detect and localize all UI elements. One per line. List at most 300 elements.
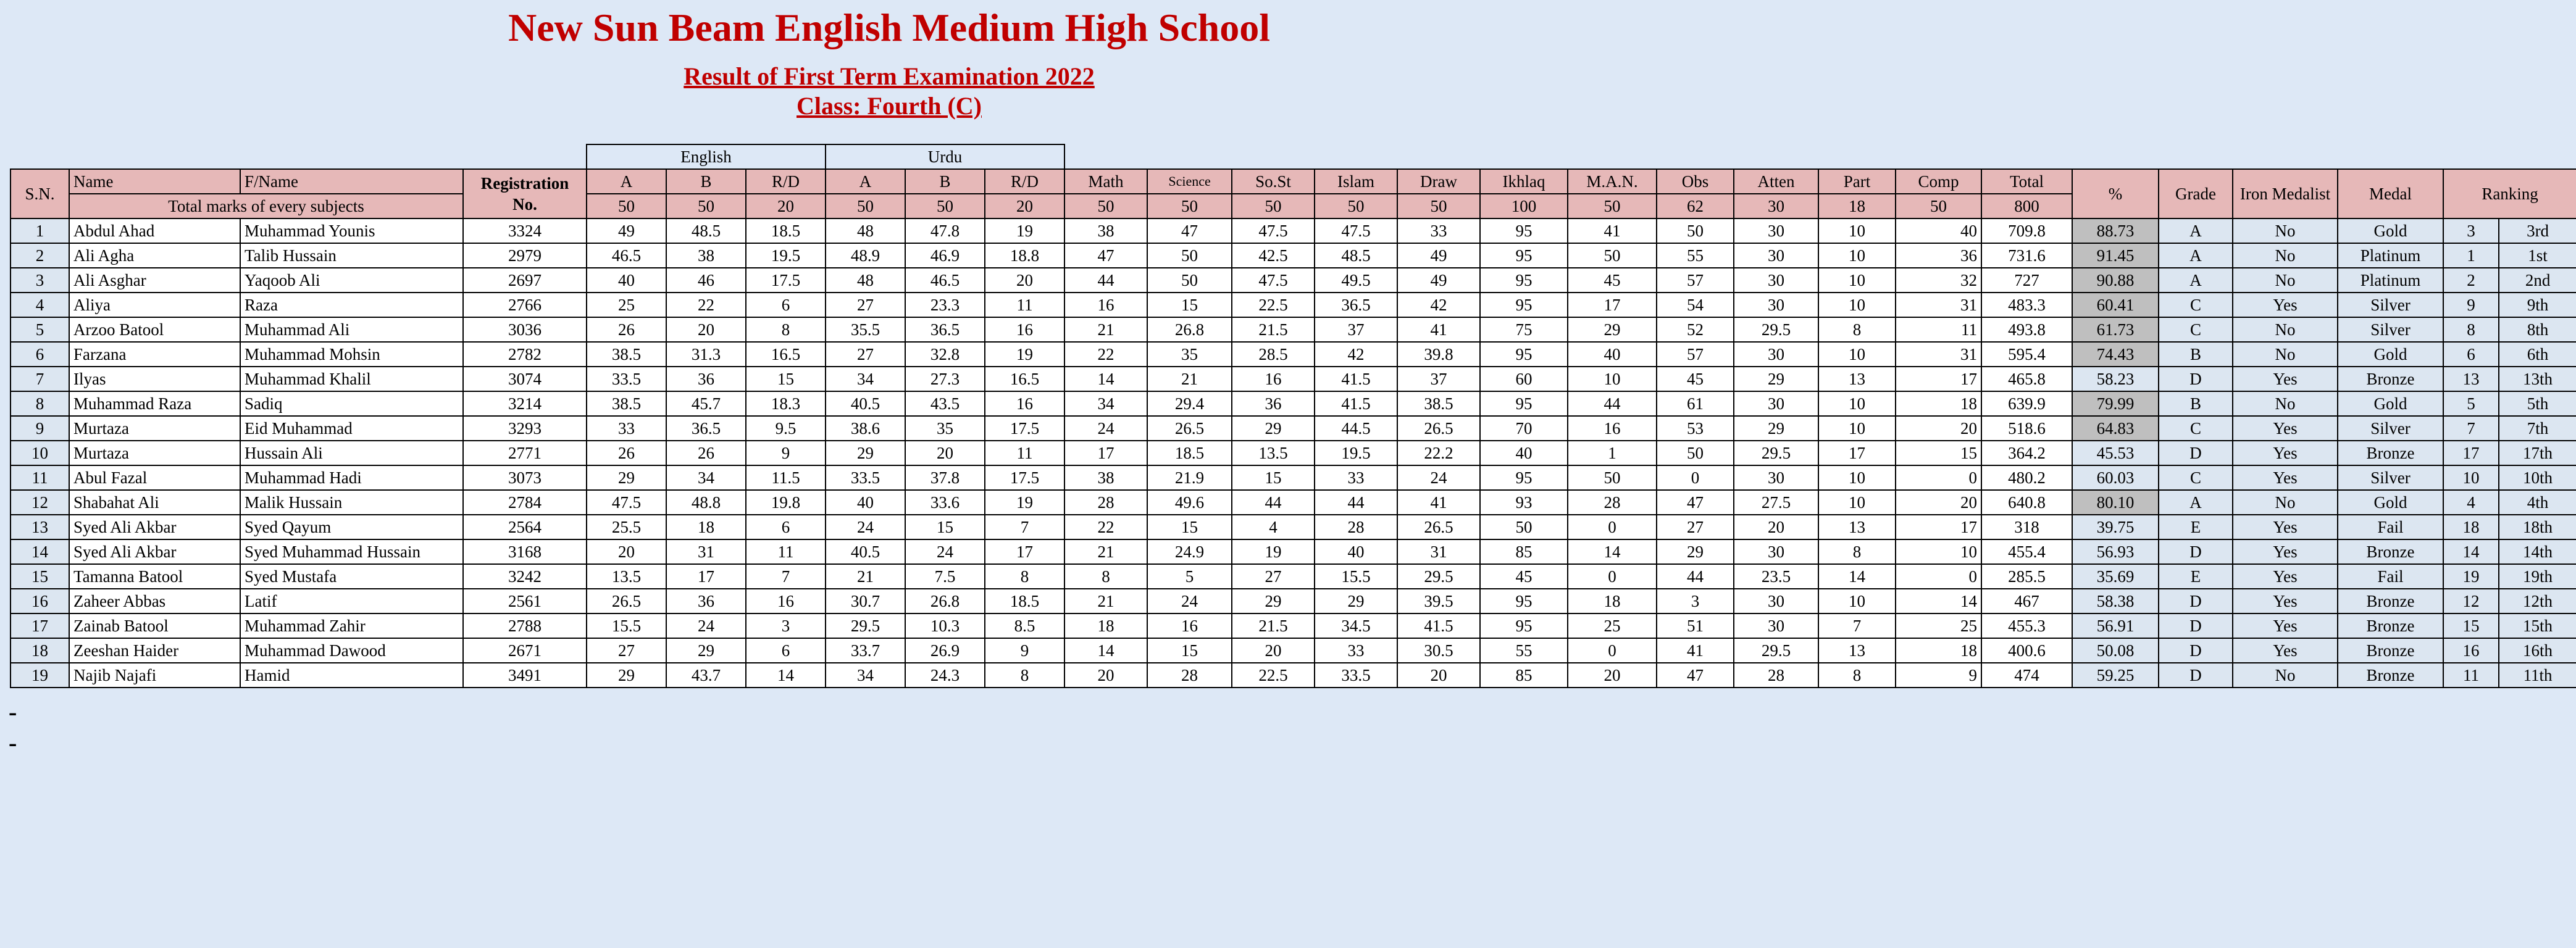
table-row <box>10 268 2576 293</box>
rank-position-cell: 3rd <box>2499 218 2576 243</box>
marks-cell: 25 <box>1896 613 1981 638</box>
footer-dash: - <box>9 729 17 757</box>
marks-cell: 38 <box>1064 218 1147 243</box>
rank-number-cell: 15 <box>2443 613 2499 638</box>
grade-cell: C <box>2159 416 2233 441</box>
marks-cell: 44 <box>1232 490 1315 515</box>
marks-cell: 40 <box>1568 342 1657 367</box>
marks-cell: 33.6 <box>905 490 985 515</box>
marks-cell: 5 <box>1147 564 1232 589</box>
marks-cell: 15 <box>1896 441 1981 465</box>
iron-medalist-cell: Yes <box>2233 367 2338 391</box>
marks-cell: 47.5 <box>587 490 666 515</box>
marks-cell: 18.5 <box>1147 441 1232 465</box>
marks-cell: 52 <box>1657 317 1734 342</box>
rank-position-cell: 5th <box>2499 391 2576 416</box>
table-row <box>10 416 2576 441</box>
percent-cell: 80.10 <box>2072 490 2159 515</box>
rank-number-cell: 8 <box>2443 317 2499 342</box>
marks-cell: 20 <box>1064 663 1147 688</box>
marks-cell: 10 <box>1818 465 1896 490</box>
father-name-cell: Muhammad Khalil <box>240 367 463 391</box>
marks-cell: 595.4 <box>1981 342 2072 367</box>
marks-cell: 30 <box>1734 268 1818 293</box>
marks-cell: 30.5 <box>1397 638 1480 663</box>
medal-cell: Gold <box>2338 342 2443 367</box>
marks-cell: 28 <box>1568 490 1657 515</box>
marks-cell: 45.7 <box>666 391 746 416</box>
percent-cell: 64.83 <box>2072 416 2159 441</box>
marks-cell: 29 <box>1232 589 1315 613</box>
marks-cell: 33.5 <box>826 465 905 490</box>
table-row <box>10 317 2576 342</box>
father-name-cell: Malik Hussain <box>240 490 463 515</box>
rank-position-cell: 17th <box>2499 441 2576 465</box>
serial-number-cell: 10 <box>10 441 69 465</box>
rank-position-cell: 14th <box>2499 539 2576 564</box>
medal-cell: Gold <box>2338 490 2443 515</box>
marks-cell: 38.5 <box>587 391 666 416</box>
marks-cell: 20 <box>1397 663 1480 688</box>
iron-medalist-cell: Yes <box>2233 613 2338 638</box>
marks-cell: 29 <box>1734 416 1818 441</box>
grade-header: Grade <box>2159 169 2233 218</box>
marks-cell: 640.8 <box>1981 490 2072 515</box>
marks-cell: 27.3 <box>905 367 985 391</box>
serial-number-cell: 1 <box>10 218 69 243</box>
medal-cell: Platinum <box>2338 268 2443 293</box>
marks-cell: 41.5 <box>1397 613 1480 638</box>
medal-cell: Gold <box>2338 218 2443 243</box>
sn-header: S.N. <box>10 169 69 218</box>
table-row <box>10 367 2576 391</box>
marks-cell: 46 <box>666 268 746 293</box>
table-row <box>10 441 2576 465</box>
grade-cell: A <box>2159 490 2233 515</box>
marks-cell: 36 <box>666 367 746 391</box>
marks-cell: 27 <box>826 293 905 317</box>
medal-cell: Silver <box>2338 416 2443 441</box>
table-row <box>10 218 2576 243</box>
marks-cell: 45 <box>1480 564 1568 589</box>
marks-cell: 7 <box>1818 613 1896 638</box>
rank-position-cell: 9th <box>2499 293 2576 317</box>
marks-cell: 30 <box>1734 342 1818 367</box>
marks-cell: 9 <box>746 441 826 465</box>
medal-cell: Silver <box>2338 465 2443 490</box>
marks-cell: 41.5 <box>1315 367 1397 391</box>
marks-cell: 22 <box>1064 515 1147 539</box>
percent-cell: 61.73 <box>2072 317 2159 342</box>
rank-number-cell: 11 <box>2443 663 2499 688</box>
marks-cell: 6 <box>746 293 826 317</box>
marks-cell: 27 <box>587 638 666 663</box>
marks-cell: 26.9 <box>905 638 985 663</box>
serial-number-cell: 12 <box>10 490 69 515</box>
total-marks-value: 800 <box>1981 194 2072 218</box>
marks-cell: 15 <box>1147 293 1232 317</box>
rank-position-cell: 7th <box>2499 416 2576 441</box>
marks-cell: 22.2 <box>1397 441 1480 465</box>
fname-header: F/Name <box>240 169 463 194</box>
serial-number-cell: 18 <box>10 638 69 663</box>
marks-cell: 50 <box>1480 515 1568 539</box>
marks-cell: 47.5 <box>1232 268 1315 293</box>
marks-cell: 17.5 <box>985 465 1064 490</box>
marks-cell: 27 <box>826 342 905 367</box>
serial-number-cell: 5 <box>10 317 69 342</box>
marks-cell: 30.7 <box>826 589 905 613</box>
school-title: New Sun Beam English Medium High School <box>508 6 1270 49</box>
marks-cell: 16 <box>746 589 826 613</box>
marks-cell: 20 <box>985 268 1064 293</box>
student-name-cell: Syed Ali Akbar <box>69 515 240 539</box>
total-marks-value: 100 <box>1480 194 1568 218</box>
marks-cell: 24 <box>1397 465 1480 490</box>
table-row <box>10 515 2576 539</box>
registration-cell: 3324 <box>463 218 587 243</box>
registration-cell: 3168 <box>463 539 587 564</box>
marks-cell: 41 <box>1397 490 1480 515</box>
marks-cell: 36 <box>1896 243 1981 268</box>
marks-cell: 21.9 <box>1147 465 1232 490</box>
registration-cell: 2561 <box>463 589 587 613</box>
marks-cell: 29 <box>1315 589 1397 613</box>
marks-cell: 18 <box>1568 589 1657 613</box>
subject-header: Science <box>1147 169 1232 194</box>
percent-cell: 50.08 <box>2072 638 2159 663</box>
grade-cell: C <box>2159 317 2233 342</box>
marks-cell: 455.4 <box>1981 539 2072 564</box>
marks-cell: 11 <box>746 539 826 564</box>
medal-cell: Gold <box>2338 391 2443 416</box>
marks-cell: 22.5 <box>1232 293 1315 317</box>
percent-cell: 60.41 <box>2072 293 2159 317</box>
marks-cell: 20 <box>905 441 985 465</box>
marks-cell: 493.8 <box>1981 317 2072 342</box>
marks-cell: 21.5 <box>1232 613 1315 638</box>
table-row <box>10 589 2576 613</box>
medal-cell: Fail <box>2338 564 2443 589</box>
marks-cell: 20 <box>1734 515 1818 539</box>
marks-cell: 50 <box>1657 441 1734 465</box>
father-name-cell: Talib Hussain <box>240 243 463 268</box>
marks-cell: 35 <box>1147 342 1232 367</box>
iron-medalist-cell: Yes <box>2233 293 2338 317</box>
iron-medalist-cell: No <box>2233 268 2338 293</box>
total-marks-value: 50 <box>1232 194 1315 218</box>
marks-cell: 29 <box>587 663 666 688</box>
group-header-row <box>10 144 2576 169</box>
marks-cell: 29.5 <box>1734 638 1818 663</box>
father-name-cell: Muhammad Zahir <box>240 613 463 638</box>
serial-number-cell: 9 <box>10 416 69 441</box>
marks-cell: 41.5 <box>1315 391 1397 416</box>
marks-cell: 518.6 <box>1981 416 2072 441</box>
rank-position-cell: 19th <box>2499 564 2576 589</box>
marks-cell: 27.5 <box>1734 490 1818 515</box>
result-table <box>10 144 2576 688</box>
marks-cell: 483.3 <box>1981 293 2072 317</box>
marks-cell: 40 <box>587 268 666 293</box>
marks-cell: 26.8 <box>905 589 985 613</box>
marks-cell: 6 <box>746 638 826 663</box>
iron-medalist-cell: No <box>2233 342 2338 367</box>
rank-number-cell: 16 <box>2443 638 2499 663</box>
marks-cell: 21 <box>1064 317 1147 342</box>
serial-number-cell: 4 <box>10 293 69 317</box>
marks-cell: 28 <box>1147 663 1232 688</box>
marks-cell: 29 <box>826 441 905 465</box>
marks-cell: 25 <box>587 293 666 317</box>
marks-cell: 26.5 <box>1147 416 1232 441</box>
marks-cell: 8.5 <box>985 613 1064 638</box>
marks-cell: 47.5 <box>1232 218 1315 243</box>
marks-cell: 21 <box>1147 367 1232 391</box>
marks-cell: 35.5 <box>826 317 905 342</box>
marks-cell: 33 <box>1315 465 1397 490</box>
marks-cell: 23.5 <box>1734 564 1818 589</box>
marks-cell: 24 <box>666 613 746 638</box>
marks-cell: 29.5 <box>1734 317 1818 342</box>
marks-cell: 15 <box>1147 515 1232 539</box>
column-header-row <box>10 169 2576 194</box>
marks-cell: 85 <box>1480 539 1568 564</box>
grade-cell: C <box>2159 465 2233 490</box>
father-name-cell: Hussain Ali <box>240 441 463 465</box>
marks-cell: 10 <box>1568 367 1657 391</box>
total-marks-value: 18 <box>1818 194 1896 218</box>
total-marks-value: 20 <box>746 194 826 218</box>
marks-cell: 50 <box>1568 465 1657 490</box>
percent-cell: 56.91 <box>2072 613 2159 638</box>
marks-cell: 11 <box>1896 317 1981 342</box>
marks-cell: 35 <box>905 416 985 441</box>
marks-cell: 95 <box>1480 268 1568 293</box>
table-row <box>10 465 2576 490</box>
rank-position-cell: 11th <box>2499 663 2576 688</box>
registration-cell: 3293 <box>463 416 587 441</box>
marks-cell: 42.5 <box>1232 243 1315 268</box>
marks-cell: 38.5 <box>1397 391 1480 416</box>
total-marks-value: 50 <box>666 194 746 218</box>
subject-header: Islam <box>1315 169 1397 194</box>
father-name-cell: Muhammad Hadi <box>240 465 463 490</box>
marks-cell: 31 <box>1896 342 1981 367</box>
marks-cell: 48 <box>826 268 905 293</box>
marks-cell: 285.5 <box>1981 564 2072 589</box>
marks-cell: 55 <box>1480 638 1568 663</box>
marks-cell: 6 <box>746 515 826 539</box>
marks-cell: 14 <box>1818 564 1896 589</box>
marks-cell: 36.5 <box>905 317 985 342</box>
marks-cell: 16.5 <box>985 367 1064 391</box>
marks-cell: 95 <box>1480 342 1568 367</box>
marks-cell: 19 <box>985 218 1064 243</box>
marks-cell: 16 <box>1147 613 1232 638</box>
marks-cell: 400.6 <box>1981 638 2072 663</box>
rank-number-cell: 1 <box>2443 243 2499 268</box>
ranking-header: Ranking <box>2443 169 2576 218</box>
marks-cell: 19 <box>1232 539 1315 564</box>
rank-number-cell: 6 <box>2443 342 2499 367</box>
grade-cell: E <box>2159 564 2233 589</box>
student-name-cell: Ali Agha <box>69 243 240 268</box>
marks-cell: 8 <box>1818 539 1896 564</box>
marks-cell: 8 <box>746 317 826 342</box>
marks-cell: 27 <box>1232 564 1315 589</box>
marks-cell: 43.5 <box>905 391 985 416</box>
percent-cell: 45.53 <box>2072 441 2159 465</box>
marks-cell: 37.8 <box>905 465 985 490</box>
registration-cell: 3491 <box>463 663 587 688</box>
marks-cell: 38 <box>1064 465 1147 490</box>
class-title: Class: Fourth (C) <box>797 92 982 120</box>
marks-cell: 9 <box>1896 663 1981 688</box>
marks-cell: 10 <box>1818 342 1896 367</box>
marks-cell: 30 <box>1734 539 1818 564</box>
marks-cell: 29.4 <box>1147 391 1232 416</box>
marks-cell: 7.5 <box>905 564 985 589</box>
rank-position-cell: 12th <box>2499 589 2576 613</box>
marks-cell: 639.9 <box>1981 391 2072 416</box>
marks-cell: 0 <box>1896 564 1981 589</box>
subject-header: R/D <box>985 169 1064 194</box>
marks-cell: 43.7 <box>666 663 746 688</box>
marks-cell: 20 <box>1896 490 1981 515</box>
medal-cell: Platinum <box>2338 243 2443 268</box>
percent-cell: 88.73 <box>2072 218 2159 243</box>
marks-cell: 8 <box>1818 317 1896 342</box>
marks-cell: 49 <box>1397 243 1480 268</box>
marks-cell: 29 <box>1568 317 1657 342</box>
marks-cell: 474 <box>1981 663 2072 688</box>
marks-cell: 11.5 <box>746 465 826 490</box>
marks-cell: 20 <box>1232 638 1315 663</box>
marks-cell: 50 <box>1568 243 1657 268</box>
marks-cell: 14 <box>1064 367 1147 391</box>
serial-number-cell: 2 <box>10 243 69 268</box>
marks-cell: 26 <box>587 441 666 465</box>
marks-cell: 25 <box>1568 613 1657 638</box>
marks-cell: 1 <box>1568 441 1657 465</box>
marks-cell: 14 <box>1568 539 1657 564</box>
marks-cell: 10 <box>1818 293 1896 317</box>
marks-cell: 38 <box>666 243 746 268</box>
marks-cell: 32.8 <box>905 342 985 367</box>
marks-cell: 11 <box>985 293 1064 317</box>
marks-cell: 13.5 <box>587 564 666 589</box>
rank-position-cell: 10th <box>2499 465 2576 490</box>
marks-cell: 15.5 <box>1315 564 1397 589</box>
marks-cell: 40 <box>1315 539 1397 564</box>
marks-cell: 29 <box>1232 416 1315 441</box>
registration-cell: 3073 <box>463 465 587 490</box>
iron-medalist-cell: No <box>2233 391 2338 416</box>
marks-cell: 40 <box>826 490 905 515</box>
iron-medalist-cell: Yes <box>2233 515 2338 539</box>
marks-cell: 10 <box>1818 490 1896 515</box>
table-row <box>10 243 2576 268</box>
marks-cell: 15 <box>1232 465 1315 490</box>
marks-cell: 28.5 <box>1232 342 1315 367</box>
father-name-cell: Raza <box>240 293 463 317</box>
marks-cell: 28 <box>1064 490 1147 515</box>
student-name-cell: Tamanna Batool <box>69 564 240 589</box>
marks-cell: 25.5 <box>587 515 666 539</box>
marks-cell: 24.3 <box>905 663 985 688</box>
medal-cell: Silver <box>2338 317 2443 342</box>
marks-cell: 29.5 <box>1397 564 1480 589</box>
marks-cell: 455.3 <box>1981 613 2072 638</box>
student-name-cell: Ilyas <box>69 367 240 391</box>
rank-number-cell: 19 <box>2443 564 2499 589</box>
father-name-cell: Muhammad Dawood <box>240 638 463 663</box>
subject-header: A <box>587 169 666 194</box>
marks-cell: 17 <box>1896 515 1981 539</box>
marks-cell: 51 <box>1657 613 1734 638</box>
marks-cell: 95 <box>1480 613 1568 638</box>
marks-cell: 8 <box>1064 564 1147 589</box>
marks-cell: 731.6 <box>1981 243 2072 268</box>
marks-cell: 46.9 <box>905 243 985 268</box>
grade-cell: D <box>2159 613 2233 638</box>
grade-cell: A <box>2159 218 2233 243</box>
total-marks-value: 20 <box>985 194 1064 218</box>
marks-cell: 364.2 <box>1981 441 2072 465</box>
grade-cell: B <box>2159 391 2233 416</box>
father-name-cell: Hamid <box>240 663 463 688</box>
rank-number-cell: 2 <box>2443 268 2499 293</box>
marks-cell: 41 <box>1397 317 1480 342</box>
subject-header: So.St <box>1232 169 1315 194</box>
marks-cell: 26 <box>666 441 746 465</box>
serial-number-cell: 7 <box>10 367 69 391</box>
marks-cell: 16 <box>985 391 1064 416</box>
marks-cell: 7 <box>985 515 1064 539</box>
marks-cell: 15 <box>746 367 826 391</box>
marks-cell: 21 <box>1064 539 1147 564</box>
rank-number-cell: 14 <box>2443 539 2499 564</box>
grade-cell: D <box>2159 539 2233 564</box>
marks-cell: 50 <box>1657 218 1734 243</box>
percent-cell: 35.69 <box>2072 564 2159 589</box>
marks-cell: 18 <box>1896 638 1981 663</box>
marks-cell: 22 <box>1064 342 1147 367</box>
marks-cell: 19.5 <box>1315 441 1397 465</box>
table-row <box>10 638 2576 663</box>
iron-medalist-cell: Yes <box>2233 638 2338 663</box>
marks-cell: 34 <box>826 663 905 688</box>
marks-cell: 45 <box>1568 268 1657 293</box>
marks-cell: 36.5 <box>1315 293 1397 317</box>
marks-cell: 40.5 <box>826 539 905 564</box>
grade-cell: A <box>2159 243 2233 268</box>
marks-cell: 54 <box>1657 293 1734 317</box>
marks-cell: 95 <box>1480 391 1568 416</box>
marks-cell: 95 <box>1480 243 1568 268</box>
marks-cell: 13 <box>1818 367 1896 391</box>
marks-cell: 48.9 <box>826 243 905 268</box>
iron-medalist-cell: Yes <box>2233 589 2338 613</box>
subject-header: A <box>826 169 905 194</box>
total-marks-value: 50 <box>1397 194 1480 218</box>
serial-number-cell: 17 <box>10 613 69 638</box>
medal-cell: Bronze <box>2338 613 2443 638</box>
marks-cell: 40 <box>1480 441 1568 465</box>
table-row <box>10 342 2576 367</box>
rank-position-cell: 18th <box>2499 515 2576 539</box>
